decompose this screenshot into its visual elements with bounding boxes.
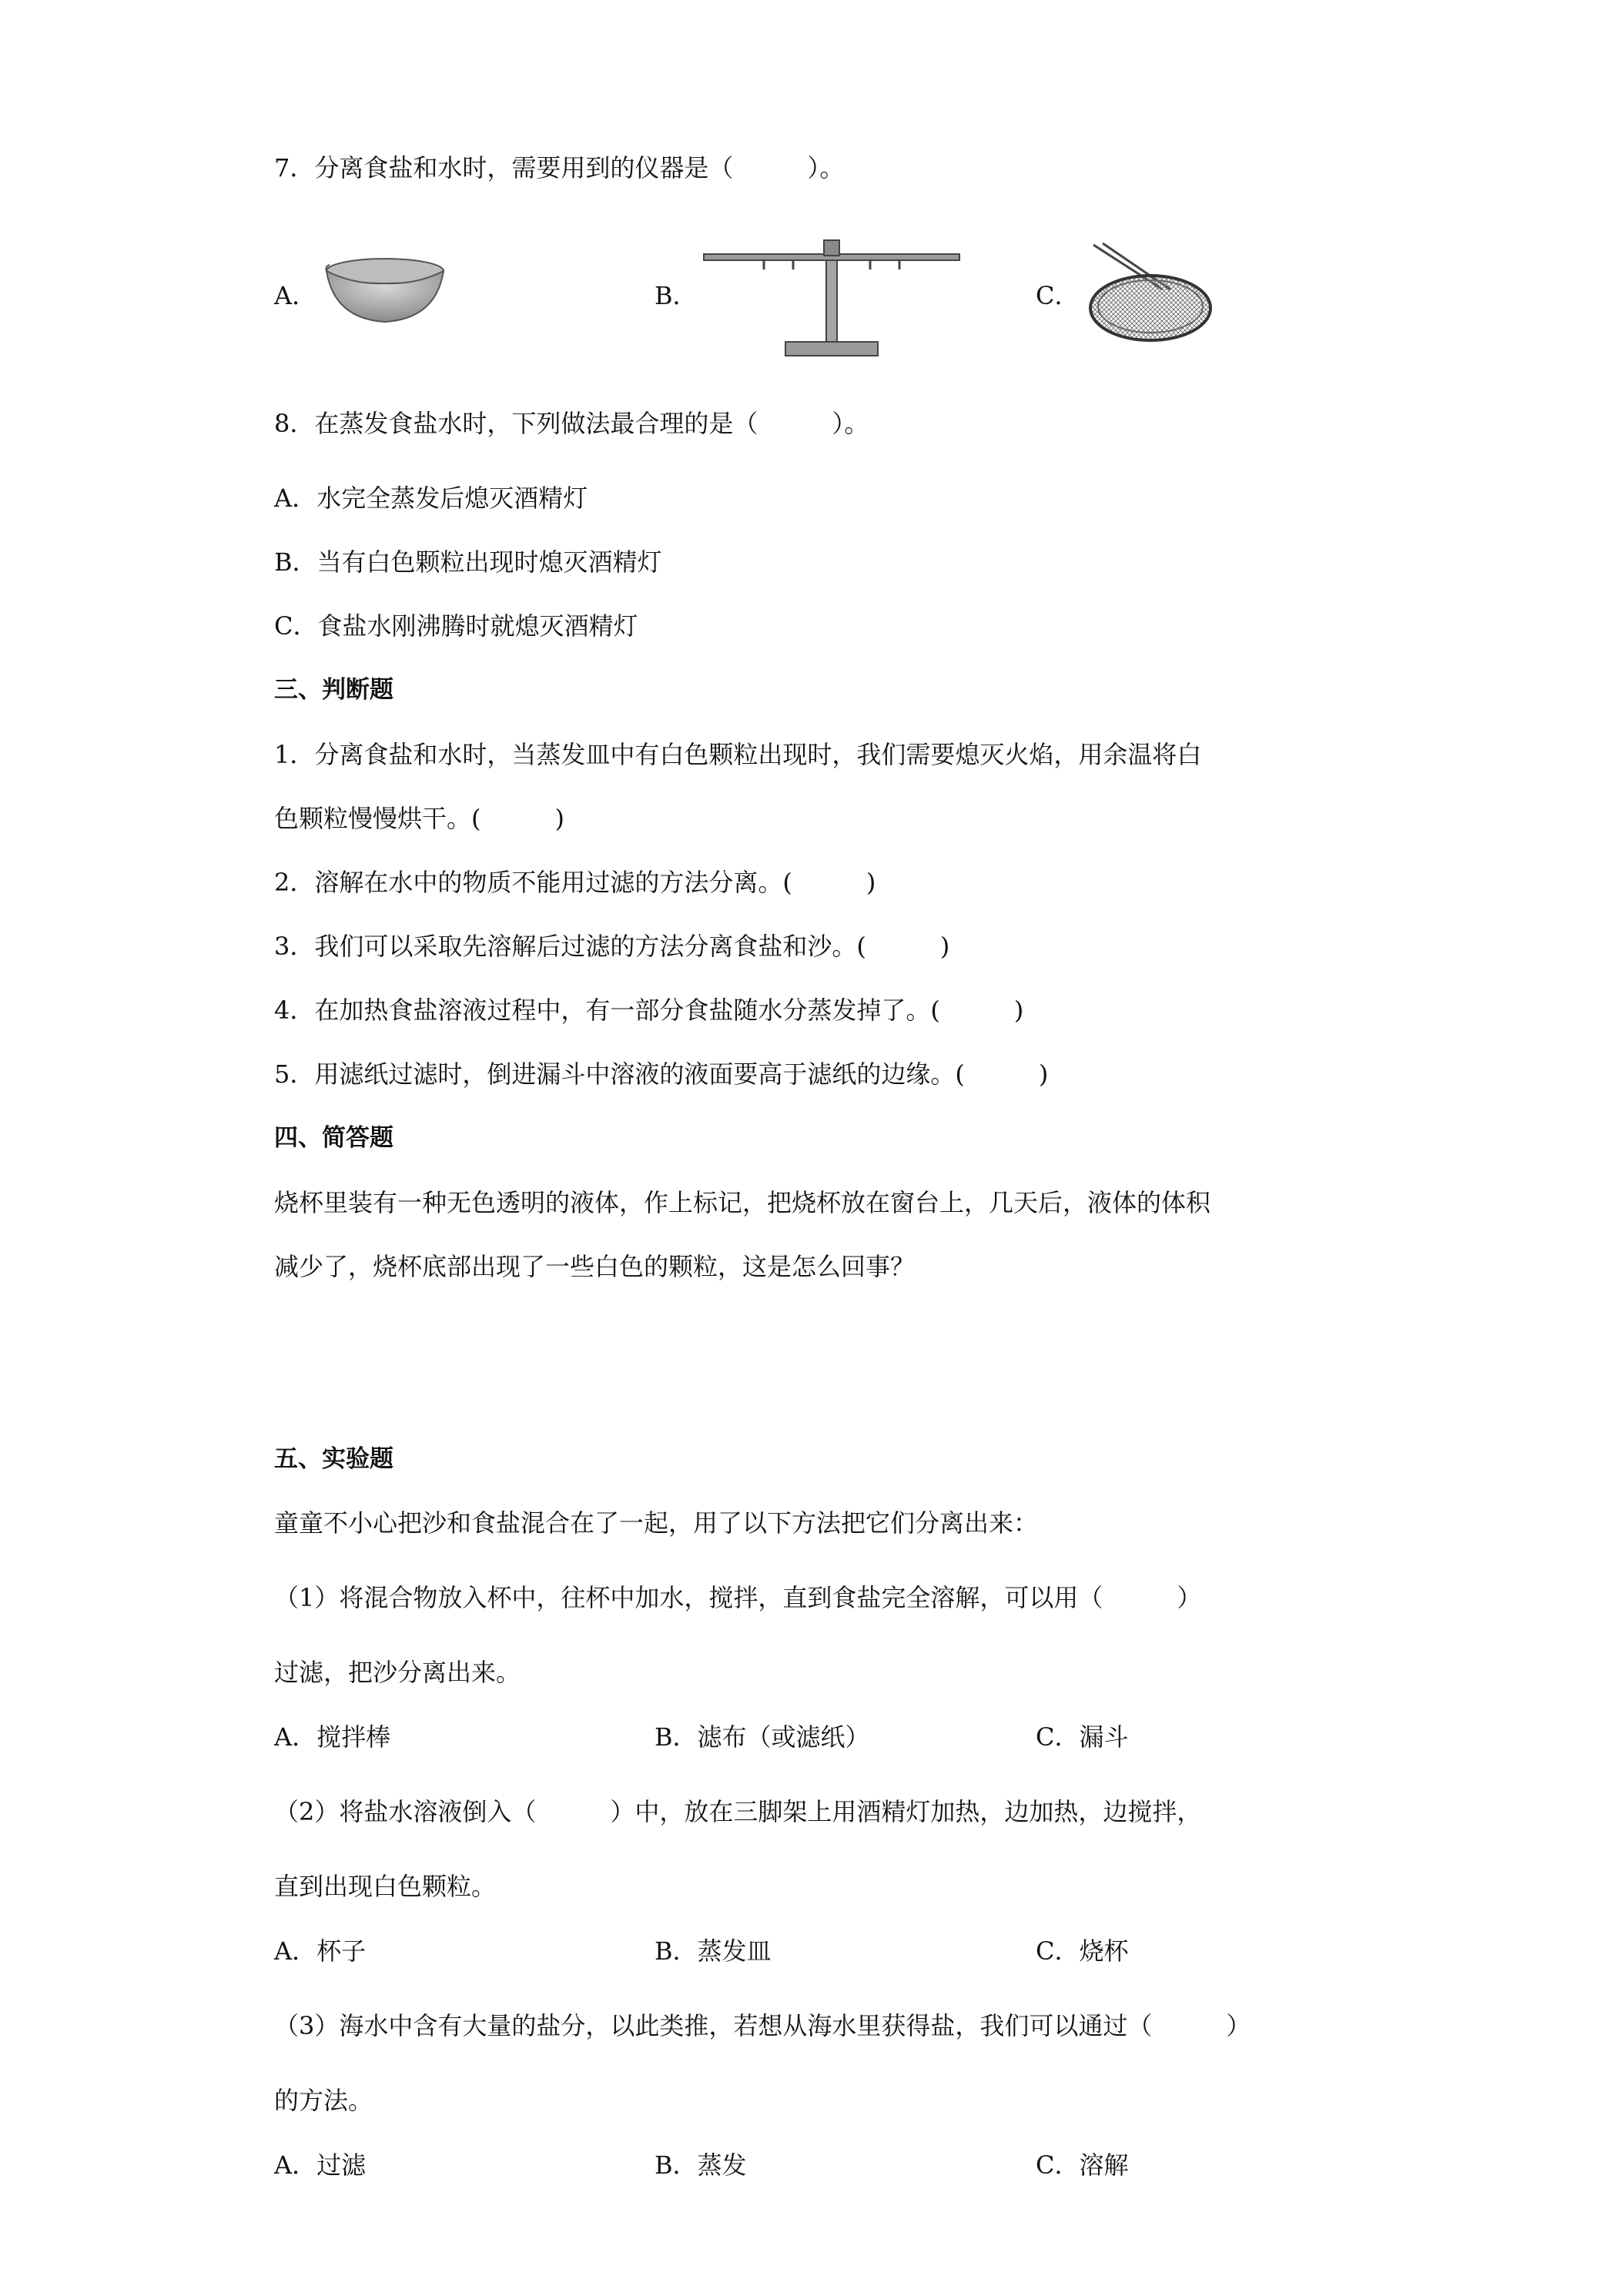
q8-stem: 8．在蒸发食盐水时，下列做法最合理的是（ ）。	[274, 409, 869, 438]
tf-item-5: 5．用滤纸过滤时，倒进漏斗中溶液的液面要高于滤纸的边缘。( )	[274, 1059, 1049, 1089]
exp-part-2-option-a[interactable]: A．杯子	[274, 1936, 367, 1966]
exp-part-3-option-c[interactable]: C．溶解	[1036, 2150, 1129, 2180]
section-5-title: 五、实验题	[274, 1445, 393, 1473]
short-answer-line1: 烧杯里装有一种无色透明的液体，作上标记，把烧杯放在窗台上，几天后，液体的体积	[274, 1188, 1211, 1217]
exp-part-1-line2: 过滤，把沙分离出来。	[274, 1658, 521, 1687]
q7-stem: 7．分离食盐和水时，需要用到的仪器是（ ）。	[274, 153, 845, 182]
q7-option-c-label[interactable]: C．	[1036, 281, 1080, 310]
q8-option-c[interactable]: C．食盐水刚沸腾时就熄灭酒精灯	[274, 611, 638, 641]
exp-part-1-option-c[interactable]: C．漏斗	[1036, 1722, 1129, 1752]
tf-item-1-line1: 1．分离食盐和水时，当蒸发皿中有白色颗粒出现时，我们需要熄灭火焰，用余温将白	[274, 740, 1202, 769]
exp-part-3-option-b[interactable]: B．蒸发	[655, 2150, 747, 2180]
section-4-title: 四、简答题	[274, 1124, 393, 1152]
exp-part-1-option-b[interactable]: B．滤布（或滤纸）	[655, 1722, 870, 1752]
tf-item-4: 4．在加热食盐溶液过程中，有一部分食盐随水分蒸发掉了。( )	[274, 996, 1024, 1025]
experiment-intro: 童童不小心把沙和食盐混合在了一起，用了以下方法把它们分离出来：	[274, 1508, 1039, 1538]
exp-part-2-line1: （2）将盐水溶液倒入（ ）中，放在三脚架上用酒精灯加热，边加热，边搅拌，	[274, 1797, 1202, 1826]
balance-stand-image	[701, 237, 963, 363]
short-answer-line2: 减少了，烧杯底部出现了一些白色的颗粒，这是怎么回事？	[274, 1252, 916, 1281]
tf-item-2: 2．溶解在水中的物质不能用过滤的方法分离。( )	[274, 868, 876, 897]
exp-part-1-option-a[interactable]: A．搅拌棒	[274, 1722, 391, 1752]
section-3-title: 三、判断题	[274, 676, 393, 704]
tf-item-3: 3．我们可以采取先溶解后过滤的方法分离食盐和沙。( )	[274, 932, 950, 961]
exp-part-3-option-a[interactable]: A．过滤	[274, 2150, 367, 2180]
exp-part-2-option-b[interactable]: B．蒸发皿	[655, 1936, 772, 1966]
exp-part-3-line1: （3）海水中含有大量的盐分，以此类推，若想从海水里获得盐，我们可以通过（ ）	[274, 2011, 1251, 2040]
q7-option-a-label[interactable]: A．	[274, 281, 317, 310]
exp-part-2-line2: 直到出现白色颗粒。	[274, 1872, 497, 1901]
evaporating-dish-image	[323, 254, 447, 334]
q7-option-b-label[interactable]: B．	[655, 281, 698, 310]
q8-option-a[interactable]: A．水完全蒸发后熄灭酒精灯	[274, 484, 588, 513]
exp-part-2-option-c[interactable]: C．烧杯	[1036, 1936, 1129, 1966]
sieve-strainer-image	[1086, 240, 1217, 351]
q8-option-b[interactable]: B．当有白色颗粒出现时熄灭酒精灯	[274, 547, 662, 577]
exp-part-3-line2: 的方法。	[274, 2086, 373, 2115]
tf-item-1-line2: 色颗粒慢慢烘干。( )	[274, 804, 564, 833]
exp-part-1-line1: （1）将混合物放入杯中，往杯中加水，搅拌，直到食盐完全溶解，可以用（ ）	[274, 1583, 1202, 1612]
